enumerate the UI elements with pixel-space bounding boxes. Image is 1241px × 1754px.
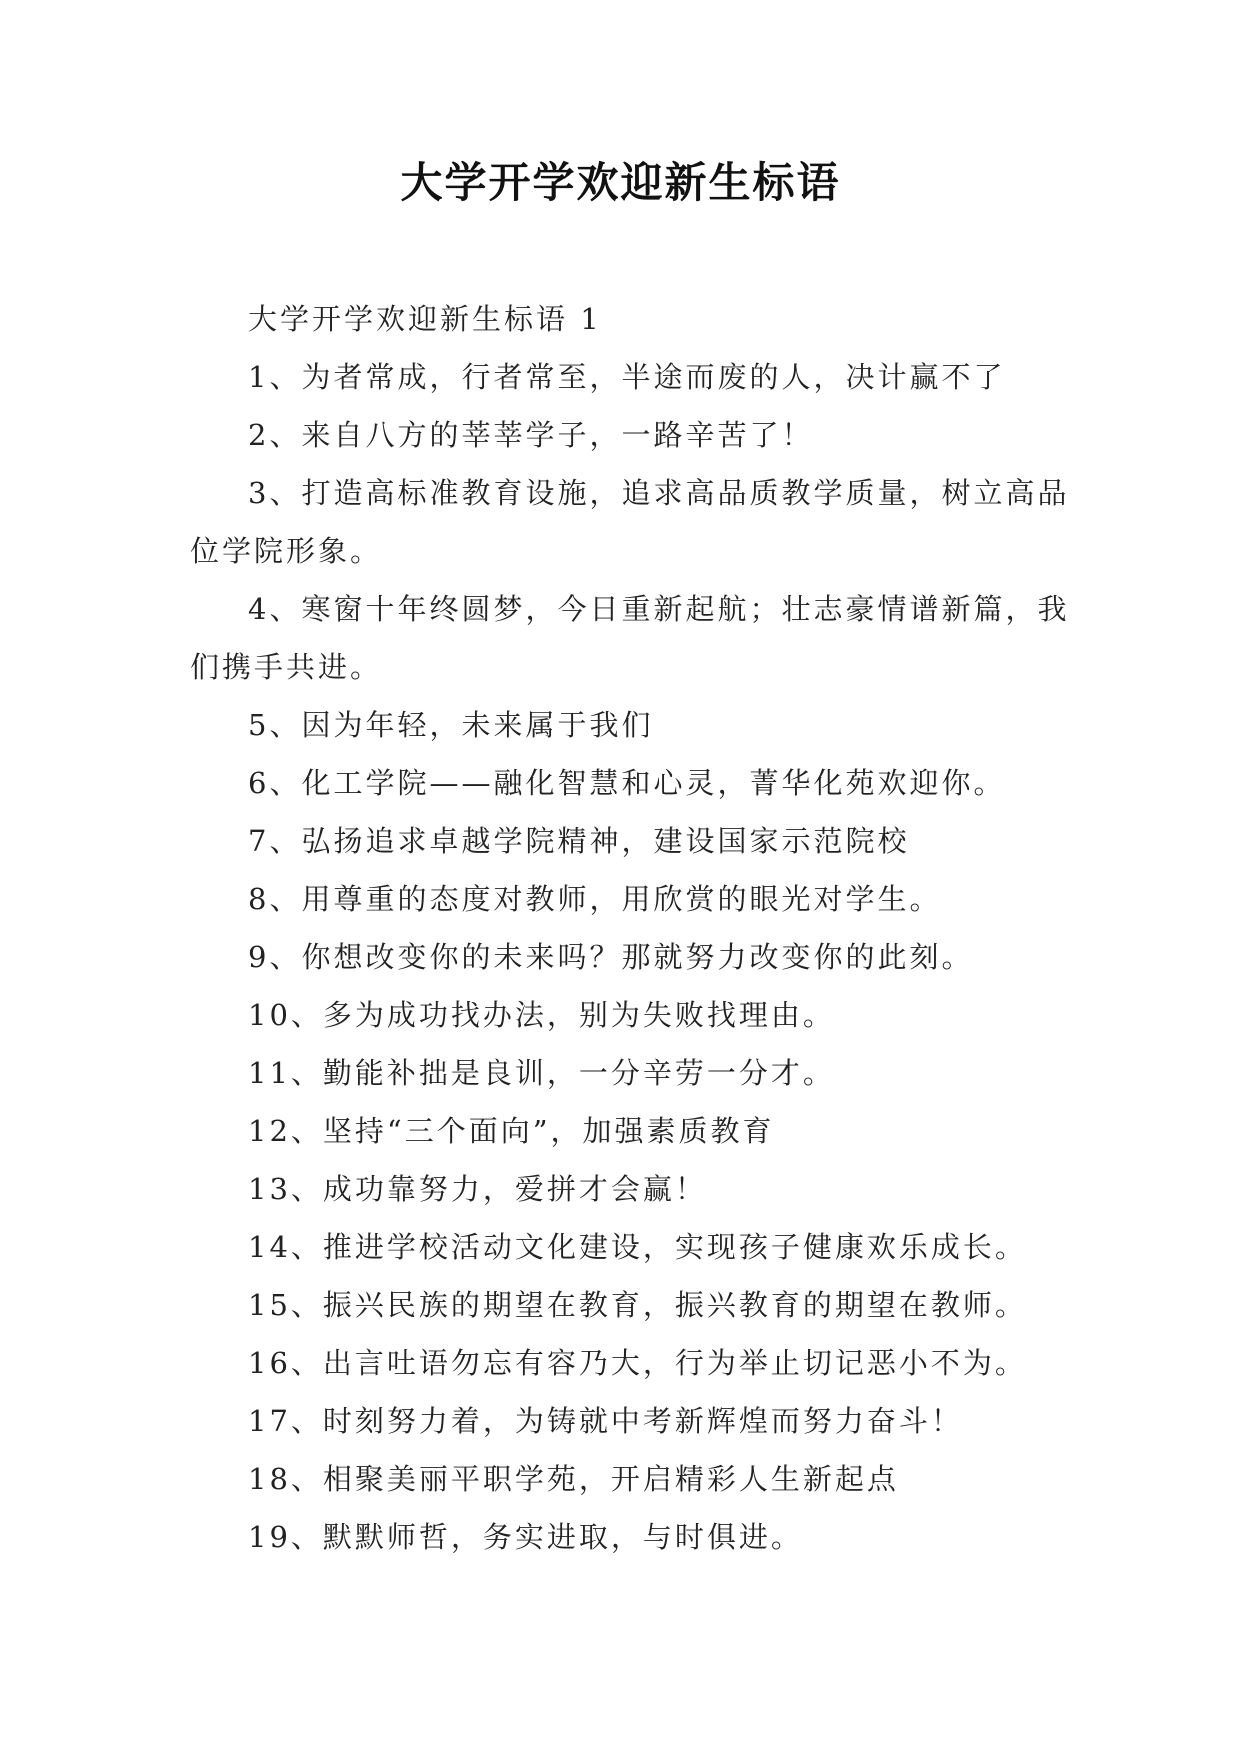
slogan-item: 9、你想改变你的未来吗？那就努力改变你的此刻。 — [248, 940, 974, 974]
slogan-item: 18、相聚美丽平职学苑，开启精彩人生新起点 — [248, 1462, 899, 1496]
slogan-item: 17、时刻努力着，为铸就中考新辉煌而努力奋斗！ — [248, 1404, 963, 1438]
document-title: 大学开学欢迎新生标语 — [400, 158, 841, 207]
slogan-item: 3、打造高标准教育设施，追求高品质教学质量，树立高品位学院形象。 — [190, 476, 1070, 568]
slogan-item: 11、勤能补拙是良训，一分辛劳一分才。 — [248, 1056, 835, 1090]
slogan-item: 14、推进学校活动文化建设，实现孩子健康欢乐成长。 — [248, 1230, 1027, 1264]
slogan-item: 6、化工学院——融化智慧和心灵，菁华化苑欢迎你。 — [248, 766, 1006, 800]
slogan-item: 5、因为年轻，未来属于我们 — [248, 708, 654, 742]
slogan-item: 19、默默师哲，务实进取，与时俱进。 — [248, 1520, 803, 1554]
slogan-item: 7、弘扬追求卓越学院精神，建设国家示范院校 — [248, 824, 910, 858]
slogan-item: 8、用尊重的态度对教师，用欣赏的眼光对学生。 — [248, 882, 942, 916]
slogan-item: 2、来自八方的莘莘学子，一路辛苦了！ — [248, 418, 814, 452]
slogan-item: 13、成功靠努力，爱拼才会赢！ — [248, 1172, 707, 1206]
slogan-item: 12、坚持“三个面向”，加强素质教育 — [248, 1114, 775, 1148]
slogan-item: 16、出言吐语勿忘有容乃大，行为举止切记恶小不为。 — [248, 1346, 1027, 1380]
slogan-item: 15、振兴民族的期望在教育，振兴教育的期望在教师。 — [248, 1288, 1027, 1322]
document-body — [190, 290, 1070, 1566]
slogan-item: 1、为者常成，行者常至，半途而废的人，决计赢不了 — [248, 360, 1006, 394]
slogan-item: 4、寒窗十年终圆梦，今日重新起航；壮志豪情谱新篇，我们携手共进。 — [190, 592, 1070, 684]
section-heading: 大学开学欢迎新生标语 1 — [248, 302, 602, 336]
slogan-item: 10、多为成功找办法，别为失败找理由。 — [248, 998, 835, 1032]
